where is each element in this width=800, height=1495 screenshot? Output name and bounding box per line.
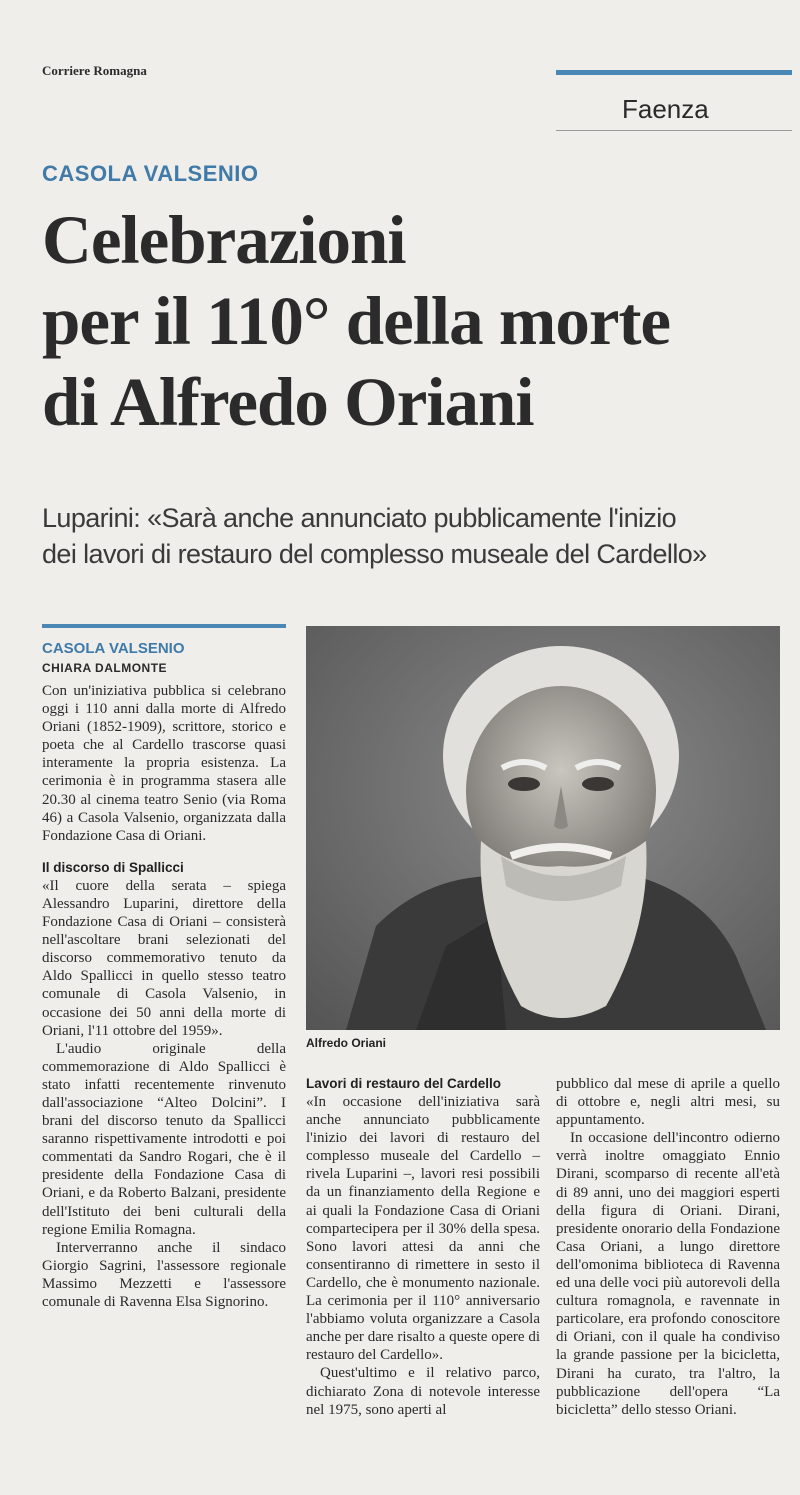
col1-subtitle: Il discorso di Spallicci — [42, 859, 184, 875]
col1-paragraph-3: L'audio originale della commemorazione di Aldo Spallicci è stato infatti recentemente rinvenuto dall'associazione “Alteo Dolcini”. I brani del discorso tenuto da Spallicci saranno rispettivamente introdotti e poi commentati da Sandro Rogari, che è il presidente della Fondazione Casa di Oriani, e da Roberto Balzani, presidente dell'Istituto dei beni culturali della regione Emilia Romagna. — [42, 1040, 286, 1238]
portrait-photo — [306, 626, 780, 1030]
column-2 — [306, 1075, 540, 1419]
column-3 — [556, 1075, 780, 1419]
top-rule — [556, 70, 792, 75]
col3-paragraph-1: pubblico dal mese di aprile a quello di ottobre e, negli altri mesi, su appuntamento. — [556, 1076, 780, 1129]
portrait-illustration — [306, 626, 780, 1030]
col1-paragraph-1: Con un'iniziativa pubblica si celebrano oggi i 110 anni dalla morte di Alfredo Oriani (1852-1909), scrittore, storico e poeta che al Cardello trascorse quasi interamente la propria esistenza. La cerimonia è in programma stasera alle 20.30 al cinema teatro Senio (via Roma 46) a Casola Valsenio, organizzata dalla Fondazione Casa di Oriani. — [42, 683, 286, 844]
subhead — [42, 500, 792, 572]
headline-line-1: Celebrazioni — [42, 202, 406, 278]
kicker: CASOLA VALSENIO — [42, 161, 259, 186]
headline — [42, 200, 792, 443]
byline: CHIARA DALMONTE — [42, 661, 168, 675]
col2-subtitle: Lavori di restauro del Cardello — [306, 1076, 502, 1091]
headline-line-3: di Alfredo Oriani — [42, 364, 534, 440]
subhead-line-1: Luparini: «Sarà anche annunciato pubblicamente l'inizio — [42, 503, 677, 533]
dateline: CASOLA VALSENIO — [42, 640, 185, 657]
column-rule — [42, 624, 286, 628]
col2-paragraph-1: «In occasione dell'iniziativa sarà anche annunciato pubblicamente l'inizio dei lavori di restauro del complesso museale del Cardello – rivela Luparini –, lavori resi possibili da un finanziamento della Regione e ai quali la Fondazione Casa di Oriani compartecipera per il 30% della spesa. Sono lavori attesi da anni che consentiranno di rimettere in sesto il Cardello, che è monumento nazionale. La cerimonia per il 110° anniversario l'abbiamo voluta organizzare a Casola anche per dare risalto a queste opere di restauro del Cardello». — [306, 1094, 540, 1364]
section-rule — [556, 130, 792, 131]
col3-paragraph-2: In occasione dell'incontro odierno verrà inoltre omaggiato Ennio Dirani, scomparso di recente all'età di 89 anni, uno dei maggiori esperti della figura di Oriani. Dirani, presidente onorario della Fondazione Casa Oriani, a lungo direttore dell'omonima biblioteca di Ravenna ed una delle voci più autorevoli della cultura romagnola, e ravennate in particolare, era profondo conoscitore di Oriani, con il quale ha condiviso la grande passione per la bicicletta, Dirani ha curato, tra l'altro, la pubblicazione dell'opera “La bicicletta” dello stesso Oriani. — [556, 1130, 780, 1418]
col2-paragraph-2: Quest'ultimo e il relativo parco, dichiarato Zona di notevole interesse nel 1975, sono aperti al — [306, 1365, 540, 1418]
column-1 — [42, 682, 286, 1311]
section-label: Faenza — [622, 94, 709, 124]
photo-caption: Alfredo Oriani — [306, 1036, 387, 1050]
col1-paragraph-4: Interverranno anche il sindaco Giorgio Sagrini, l'assessore regionale Massimo Mezzetti e l'assessore comunale di Ravenna Elsa Signorino. — [42, 1239, 286, 1310]
subhead-line-2: dei lavori di restauro del complesso museale del Cardello» — [42, 539, 707, 569]
masthead: Corriere Romagna — [42, 63, 147, 78]
col1-paragraph-2: «Il cuore della serata – spiega Alessandro Luparini, direttore della Fondazione Casa di Oriani – consisterà nell'ascoltare brani selezionati del discorso commemorativo tenuto da Aldo Spallicci in quello stesso teatro comunale di Casola Valsenio, in occasione dei 50 anni della morte di Oriani, l'11 ottobre del 1959». — [42, 877, 286, 1039]
headline-line-2: per il 110° della morte — [42, 283, 671, 359]
